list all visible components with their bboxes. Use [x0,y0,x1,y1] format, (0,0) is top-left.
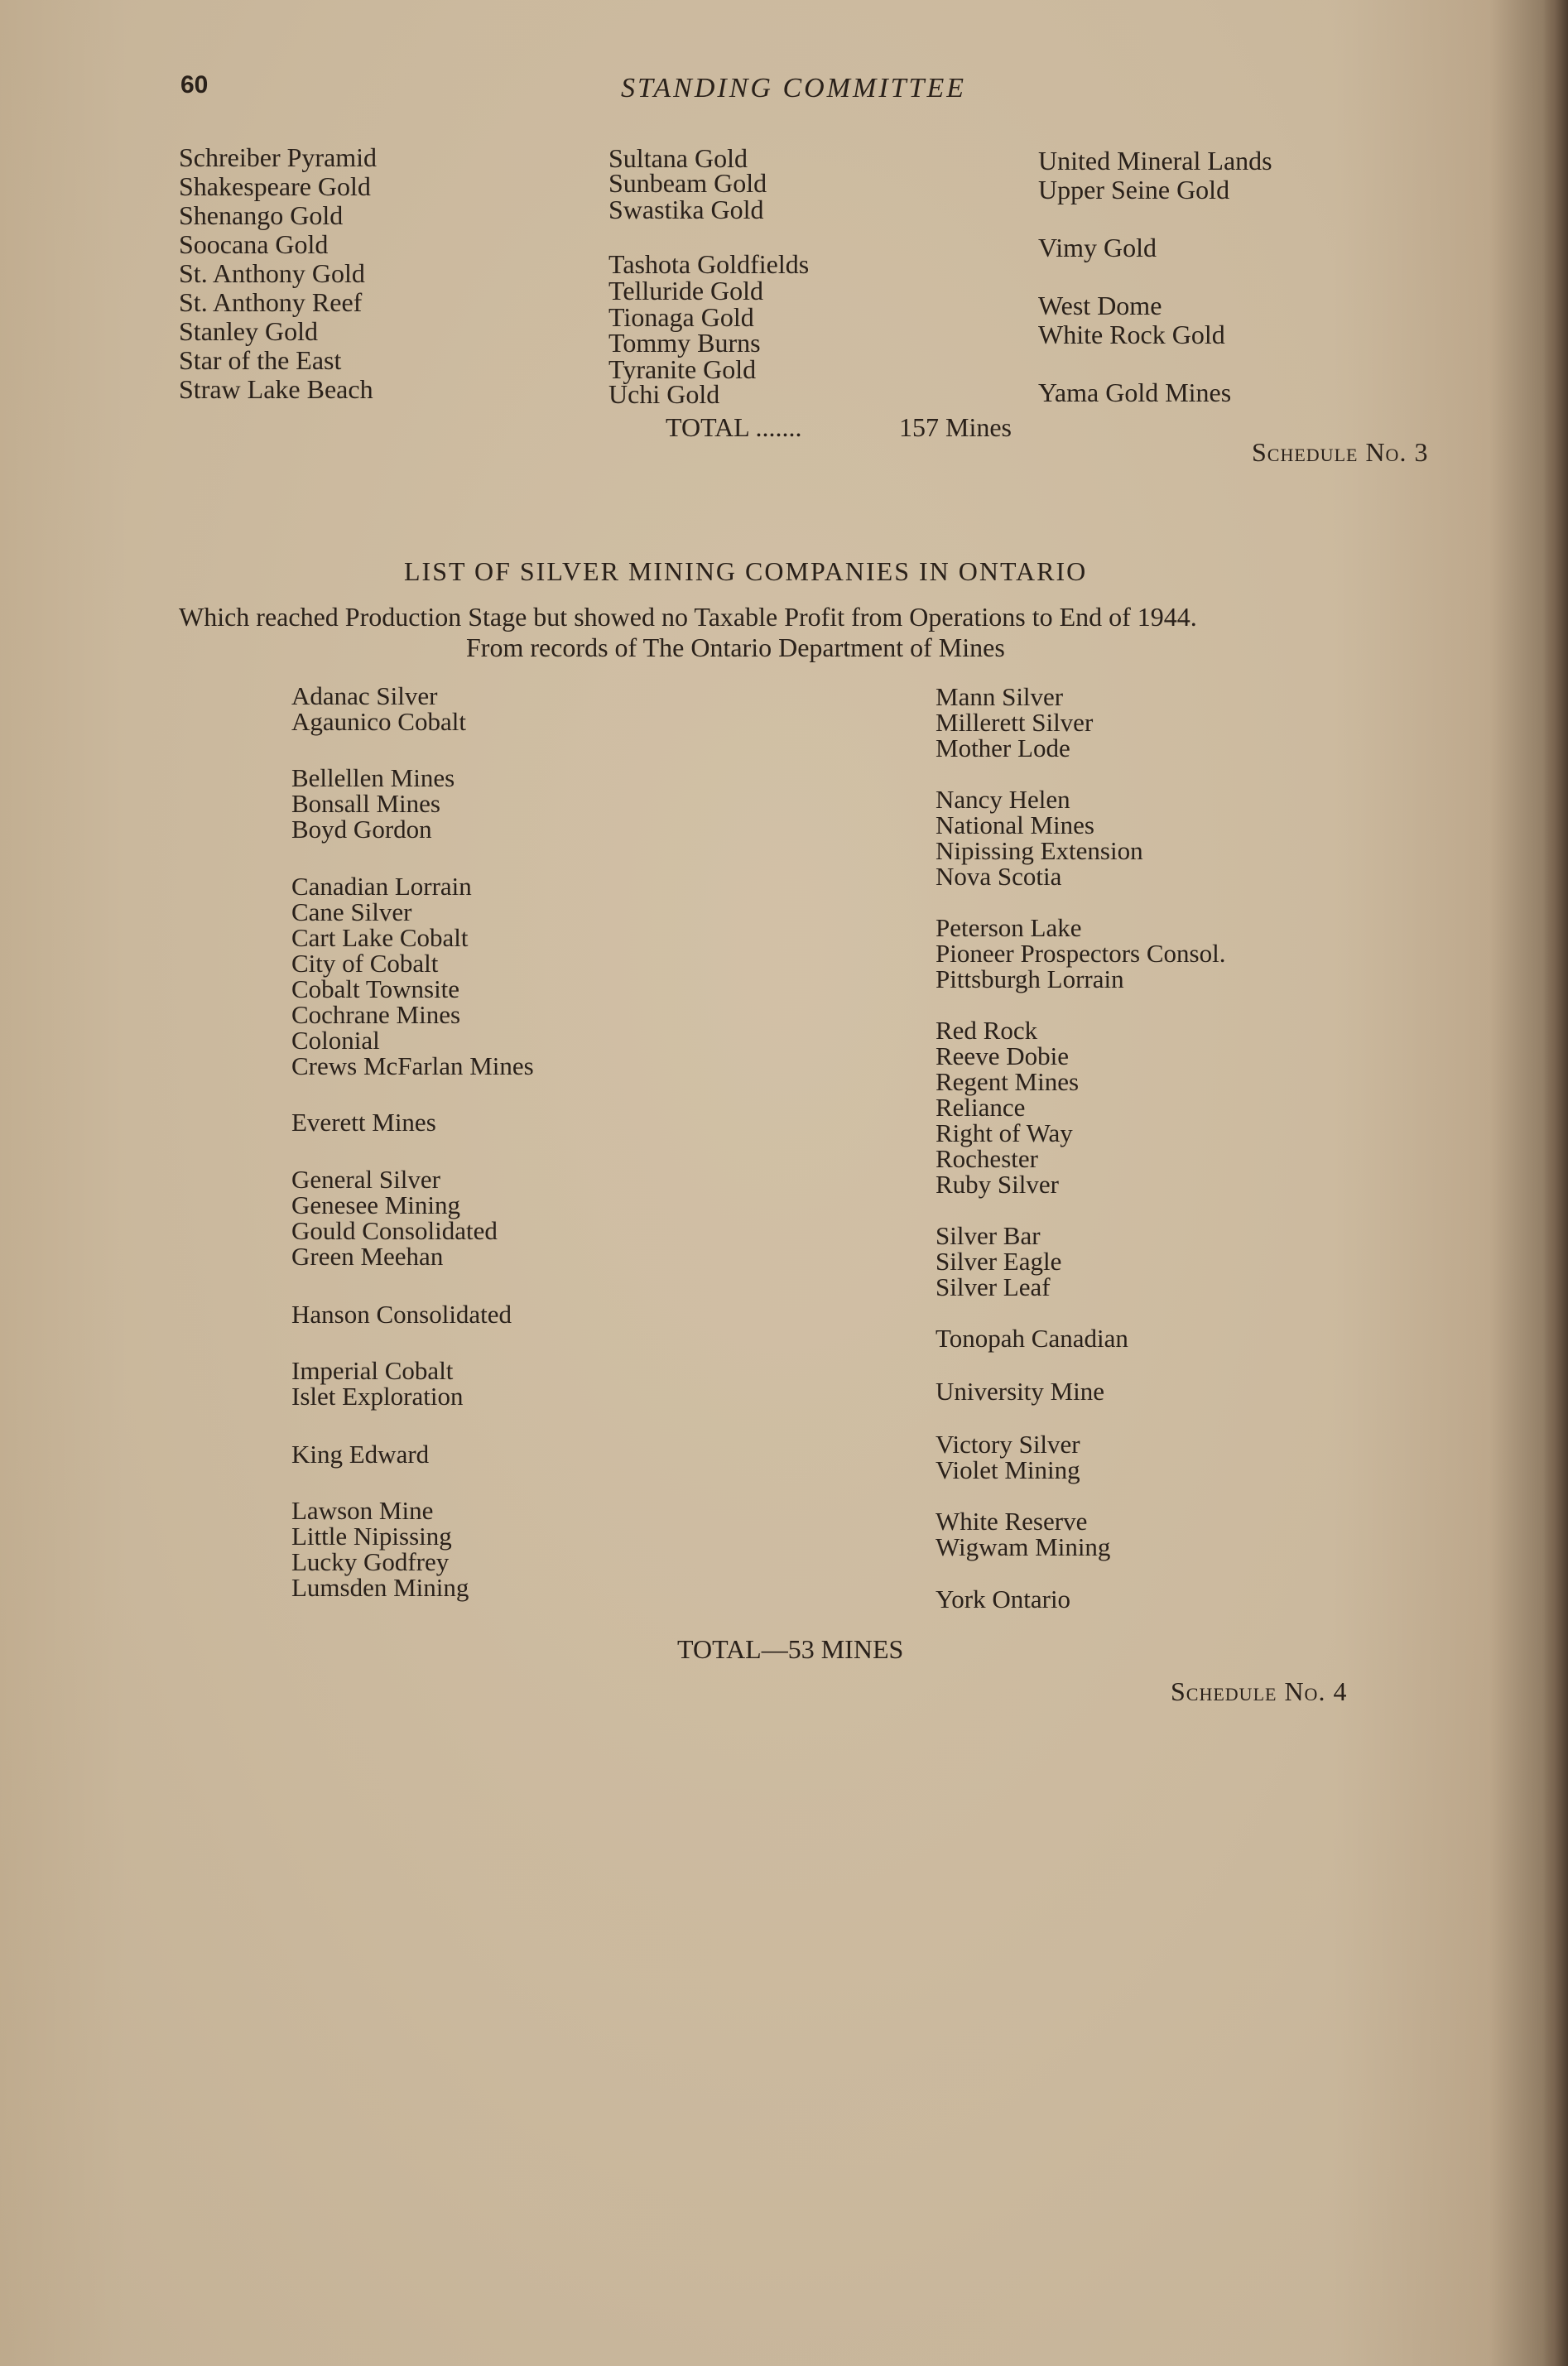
list-item: Boyd Gordon [291,815,432,844]
list-item: Nancy Helen [936,785,1070,814]
list-item: Lawson Mine [291,1496,434,1525]
list-item: Vimy Gold [1038,233,1157,262]
list-item: West Dome [1038,291,1162,320]
list-item: Right of Way [936,1118,1073,1147]
list-item: Silver Eagle [936,1247,1062,1276]
list-item: Imperial Cobalt [291,1356,454,1385]
silver-list-subtitle-1: Which reached Production Stage but showed no Taxable Profit from Operations to End of 1944. [179,602,1197,632]
list-item: Red Rock [936,1016,1038,1045]
list-item: Agaunico Cobalt [291,707,466,736]
list-item: National Mines [936,810,1094,839]
list-item: White Rock Gold [1038,320,1225,349]
list-item: St. Anthony Reef [179,287,363,317]
list-item: King Edward [291,1440,430,1469]
list-item: Yama Gold Mines [1038,378,1232,407]
list-item: Mother Lode [936,733,1070,762]
list-item: Genesee Mining [291,1190,461,1219]
list-item: Everett Mines [291,1108,436,1137]
list-item: Regent Mines [936,1067,1080,1096]
list-item: Nipissing Extension [936,836,1143,865]
list-item: Sultana Gold [608,143,748,173]
list-item: Little Nipissing [291,1522,452,1551]
list-item: Straw Lake Beach [179,374,373,404]
list-item: Crews McFarlan Mines [291,1051,534,1080]
list-item: Shenango Gold [179,200,344,230]
list-item: Peterson Lake [936,913,1082,942]
list-item: Colonial [291,1026,380,1055]
list-item: Tionaga Gold [608,302,754,332]
list-item: Telluride Gold [608,276,764,305]
list-item: Reeve Dobie [936,1041,1069,1070]
list-item: Bonsall Mines [291,789,440,818]
list-item: Star of the East [179,345,342,375]
gold-total-label: TOTAL ....... [666,412,802,442]
list-item: Tonopah Canadian [936,1324,1128,1353]
schedule-no-3: Schedule No. 3 [1252,437,1429,467]
list-item: General Silver [291,1165,440,1194]
list-item: Canadian Lorrain [291,872,472,901]
list-item: Nova Scotia [936,862,1062,891]
list-item: Swastika Gold [608,195,764,224]
list-item: University Mine [936,1377,1105,1406]
list-item: Reliance [936,1093,1026,1122]
list-item: St. Anthony Gold [179,258,365,288]
list-item: White Reserve [936,1507,1088,1536]
list-item: Cart Lake Cobalt [291,923,469,952]
list-item: York Ontario [936,1585,1071,1613]
list-item: Tommy Burns [608,328,761,358]
list-item: Pittsburgh Lorrain [936,964,1124,993]
list-item: Tyranite Gold [608,354,757,384]
list-item: Adanac Silver [291,681,438,710]
list-item: Ruby Silver [936,1170,1059,1199]
list-item: Violet Mining [936,1455,1080,1484]
gold-total-value: 157 Mines [899,412,1012,442]
schedule-no-4: Schedule No. 4 [1171,1676,1348,1706]
list-item: Millerett Silver [936,708,1094,737]
list-item: Silver Bar [936,1221,1041,1250]
list-item: Rochester [936,1144,1038,1173]
list-item: Islet Exploration [291,1382,464,1411]
list-item: Uchi Gold [608,379,720,409]
list-item: Cobalt Townsite [291,974,460,1003]
list-item: Upper Seine Gold [1038,175,1230,204]
list-item: Wigwam Mining [936,1532,1111,1561]
list-item: Lucky Godfrey [291,1547,450,1576]
silver-total: TOTAL—53 MINES [677,1634,904,1664]
list-item: Mann Silver [936,682,1064,711]
list-item: Soocana Gold [179,229,329,259]
list-item: Cane Silver [291,897,412,926]
running-title: STANDING COMMITTEE [621,73,966,103]
list-item: Schreiber Pyramid [179,142,378,172]
list-item: Green Meehan [291,1242,444,1271]
list-item: City of Cobalt [291,949,439,978]
list-item: Hanson Consolidated [291,1300,512,1329]
list-item: Pioneer Prospectors Consol. [936,939,1226,968]
page-edge-shadow [1543,0,1568,2366]
silver-list-title: LIST OF SILVER MINING COMPANIES IN ONTARIO [404,556,1088,586]
list-item: Silver Leaf [936,1272,1051,1301]
list-item: Tashota Goldfields [608,249,810,279]
list-item: Cochrane Mines [291,1000,461,1029]
list-item: Bellellen Mines [291,763,455,792]
list-item: Lumsden Mining [291,1573,469,1602]
list-item: Victory Silver [936,1430,1080,1459]
silver-list-subtitle-2: From records of The Ontario Department of Mines [466,632,1005,662]
list-item: Stanley Gold [179,316,318,346]
page-number: 60 [180,71,209,99]
list-item: United Mineral Lands [1038,146,1272,176]
list-item: Shakespeare Gold [179,171,371,201]
list-item: Gould Consolidated [291,1216,498,1245]
list-item: Sunbeam Gold [608,168,767,198]
